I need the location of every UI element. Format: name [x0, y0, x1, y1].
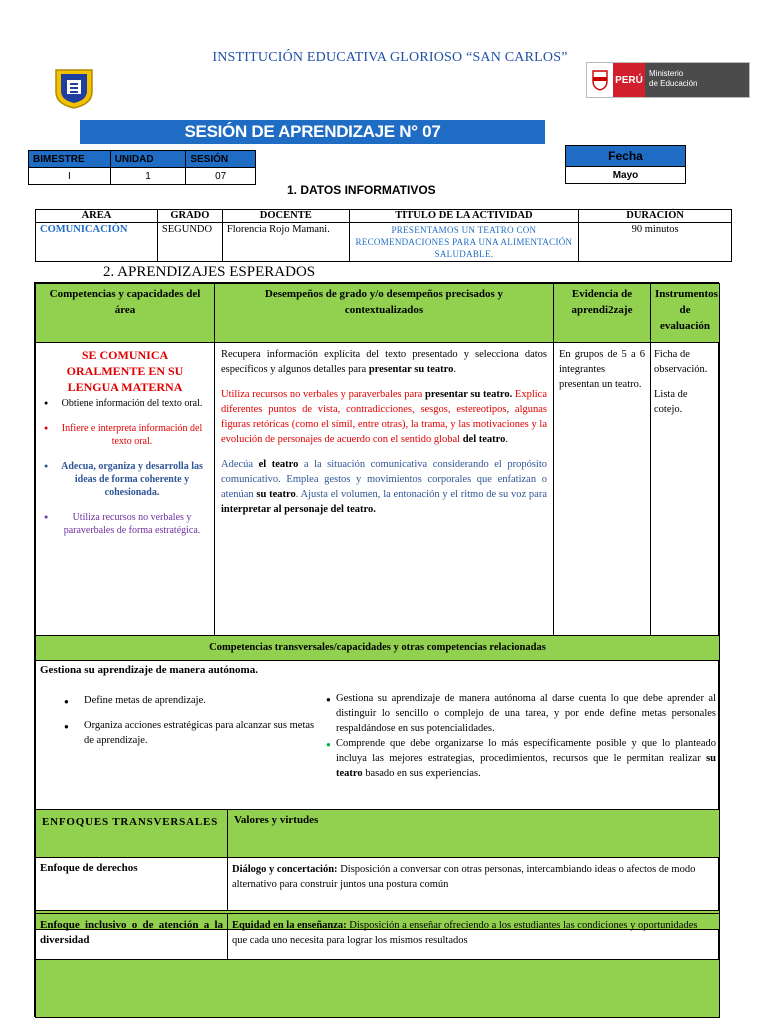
datos-table — [35, 209, 732, 262]
peru-shield-icon — [587, 63, 613, 97]
desempeno-2 — [221, 387, 547, 447]
unidad-value: 1 — [110, 168, 186, 185]
evidencia-cell: En grupos de 5 a 6 integrantes presentan un teatro. — [553, 342, 651, 636]
institution-name: INSTITUCIÓN EDUCATIVA GLORIOSO “SAN CARLOS” — [212, 50, 568, 65]
enfoque-derechos: Enfoque de derechos — [35, 857, 228, 911]
desempeno-1-text: Recupera información explícita del texto presentado y selecciona datos específicos y algunos detalles para — [221, 349, 547, 375]
fecha-value: Mayo — [566, 167, 686, 184]
transversal-desempeno-item: ● Gestiona su aprendizaje de manera autónoma al darse cuenta lo que debe aprender al distinguir lo sencillo o complejo de una tarea, y por ende define metas personales respaldándose en sus potencialidades. — [326, 691, 716, 736]
instrumento-2: Lista de cotejo. — [654, 389, 688, 415]
capacidad-item: ● Utiliza recursos no verbales y paraverbales de forma estratégica. — [40, 511, 210, 537]
learning-table — [34, 282, 719, 1017]
bimestre-header: BIMESTRE — [29, 151, 111, 168]
enfoque-derechos-valor-text: Disposición a conversar con otras personas, intercambiando ideas o afectos de modo alternativo para construir juntos una postura común — [232, 864, 696, 890]
instrumento-1: Ficha de observación. — [654, 349, 708, 375]
bimestre-value: I — [29, 168, 111, 185]
bottom-green-row — [35, 959, 720, 1018]
session-title: SESIÓN DE APRENDIZAJE N° 07 — [80, 120, 545, 144]
desempeno-3-bold-2: su teatro — [256, 489, 296, 500]
transversal-desempeno-2-text: Comprende que debe organizarse lo más específicamente posible y que lo planteado incluya las mejores estrategias, procedimientos, recursos que le permitan realizar — [336, 738, 716, 764]
desempeno-2-text: Utiliza recursos no verbales y paraverbales para — [221, 389, 425, 400]
desempeno-2-end: . — [505, 434, 509, 445]
titulo-value: PRESENTAMOS UN TEATRO CON RECOMENDACIONES PARA UNA ALIMENTACIÓN SALUDABLE. — [349, 223, 579, 262]
unidad-header: UNIDAD — [110, 151, 186, 168]
transversal-title: Gestiona su aprendizaje de manera autónoma. — [40, 664, 258, 676]
area-value: COMUNICACIÓN — [36, 223, 158, 262]
ministry-name-line-2: de Educación — [649, 79, 698, 88]
instrumentos-cell — [650, 342, 720, 636]
enfoque-derechos-valor-title: Diálogo y concertación: — [232, 864, 338, 875]
transversales-cell — [35, 660, 720, 810]
duracion-value: 90 minutos — [579, 223, 732, 262]
desempeno-1-bold: presentar su teatro — [368, 364, 454, 375]
transversal-cap-item: ● Define metas de aprendizaje. — [56, 693, 321, 708]
evidencia-header: Evidencia de aprendi2zaje — [553, 283, 651, 343]
period-table — [28, 150, 256, 185]
desempeno-3-text-3: . Ajusta el volumen, la entonación y el ritmo de su voz para — [295, 489, 547, 500]
desempeno-3-text: Adecúa — [221, 459, 259, 470]
desempeno-1 — [221, 347, 547, 377]
transversal-desempeno-2-end: basado en sus experiencias. — [362, 768, 481, 779]
transversal-desempeno-item — [326, 736, 716, 781]
desempeno-3-bold: el teatro — [258, 459, 299, 470]
desempeno-2-bold-2: del teatro — [462, 434, 506, 445]
enfoque-derechos-valor — [227, 857, 720, 911]
area-header: ÁREA — [36, 210, 158, 223]
docente-value: Florencia Rojo Mamani. — [222, 223, 349, 262]
duracion-header: DURACIÓN — [579, 210, 732, 223]
desempeno-3 — [221, 457, 547, 517]
desempeno-1-end: . — [453, 364, 457, 375]
desempeno-3-text-2: a la situación comunicativa considerando el propósito comunicativo. Emplea gestos y movimientos corporales que enfatizan o atenúan — [221, 459, 547, 500]
desempenos-header: Desempeños de grado y/o desempeños precisados y contextualizados — [214, 283, 554, 343]
fecha-label: Fecha — [566, 146, 686, 167]
capacidad-item: ● Infiere e interpreta información del texto oral. — [40, 422, 210, 448]
enfoques-header: ENFOQUES TRANSVERSALES — [35, 809, 228, 858]
date-table — [565, 145, 686, 184]
desempeno-2-bold: presentar su teatro. — [425, 389, 513, 400]
transversal-desempenos-list — [326, 691, 716, 781]
competencia-title: SE COMUNICA ORALMENTE EN SU LENGUA MATERNA — [66, 348, 184, 394]
grado-value: SEGUNDO — [157, 223, 222, 262]
ministry-name-line-1: Ministerio — [649, 69, 684, 78]
desempenos-cell — [214, 342, 554, 636]
competencias-header: Competencias y capacidades del área — [35, 283, 215, 343]
ministry-peru-label: PERÚ — [613, 63, 645, 97]
capacidad-item: ● Obtiene información del texto oral. — [40, 397, 210, 410]
transversal-caps-list — [56, 693, 321, 758]
desempeno-3-bold-3: interpretar al personaje del teatro. — [221, 504, 376, 515]
capacidad-item: ● Adecua, organiza y desarrolla las ideas de forma coherente y cohesionada. — [40, 460, 210, 499]
grado-header: GRADO — [157, 210, 222, 223]
transversal-cap-item: ● Organiza acciones estratégicas para alcanzar sus metas de aprendizaje. — [56, 718, 321, 748]
capacidades-list — [40, 397, 210, 537]
titulo-header: TÍTULO DE LA ACTIVIDAD — [349, 210, 579, 223]
sesion-value: 07 — [186, 168, 256, 185]
school-crest-icon — [52, 66, 96, 110]
enfoque-inclusivo-valor-text: Disposición a enseñar ofreciendo a los estudiantes las condiciones y oportunidades que cada uno necesita para lograr los mismos resultados — [232, 920, 698, 946]
section-aprendizajes: 2. APRENDIZAJES ESPERADOS — [103, 264, 316, 280]
transversales-header: Competencias transversales/capacidades y otras competencias relacionadas — [35, 635, 720, 661]
instrumentos-header: Instrumentos de evaluación — [650, 283, 720, 343]
valores-header: Valores y virtudes — [227, 809, 720, 858]
sesion-header: SESIÓN — [186, 151, 256, 168]
enfoque-inclusivo-valor-title: Equidad en la enseñanza: — [232, 920, 347, 931]
transversal-desempeno-2-bold: su teatro — [336, 753, 716, 779]
enfoque-inclusivo-valor — [227, 913, 720, 960]
enfoque-inclusivo: Enfoque inclusivo o de atención a la diversidad — [35, 913, 228, 960]
ministry-logo — [586, 62, 750, 98]
section-datos-informativos: 1. DATOS INFORMATIVOS — [287, 183, 436, 197]
competencias-cell — [35, 342, 215, 636]
desempeno-2-text-2: Explica diferentes puntos de vista, contradicciones, sesgos, estereotipos, algunas figuras retóricas (como el símil, entre otras), la trama, y las motivaciones y la evolución de personajes de acuerdo con el sentido global — [221, 389, 547, 445]
ministry-name — [645, 63, 749, 97]
docente-header: DOCENTE — [222, 210, 349, 223]
